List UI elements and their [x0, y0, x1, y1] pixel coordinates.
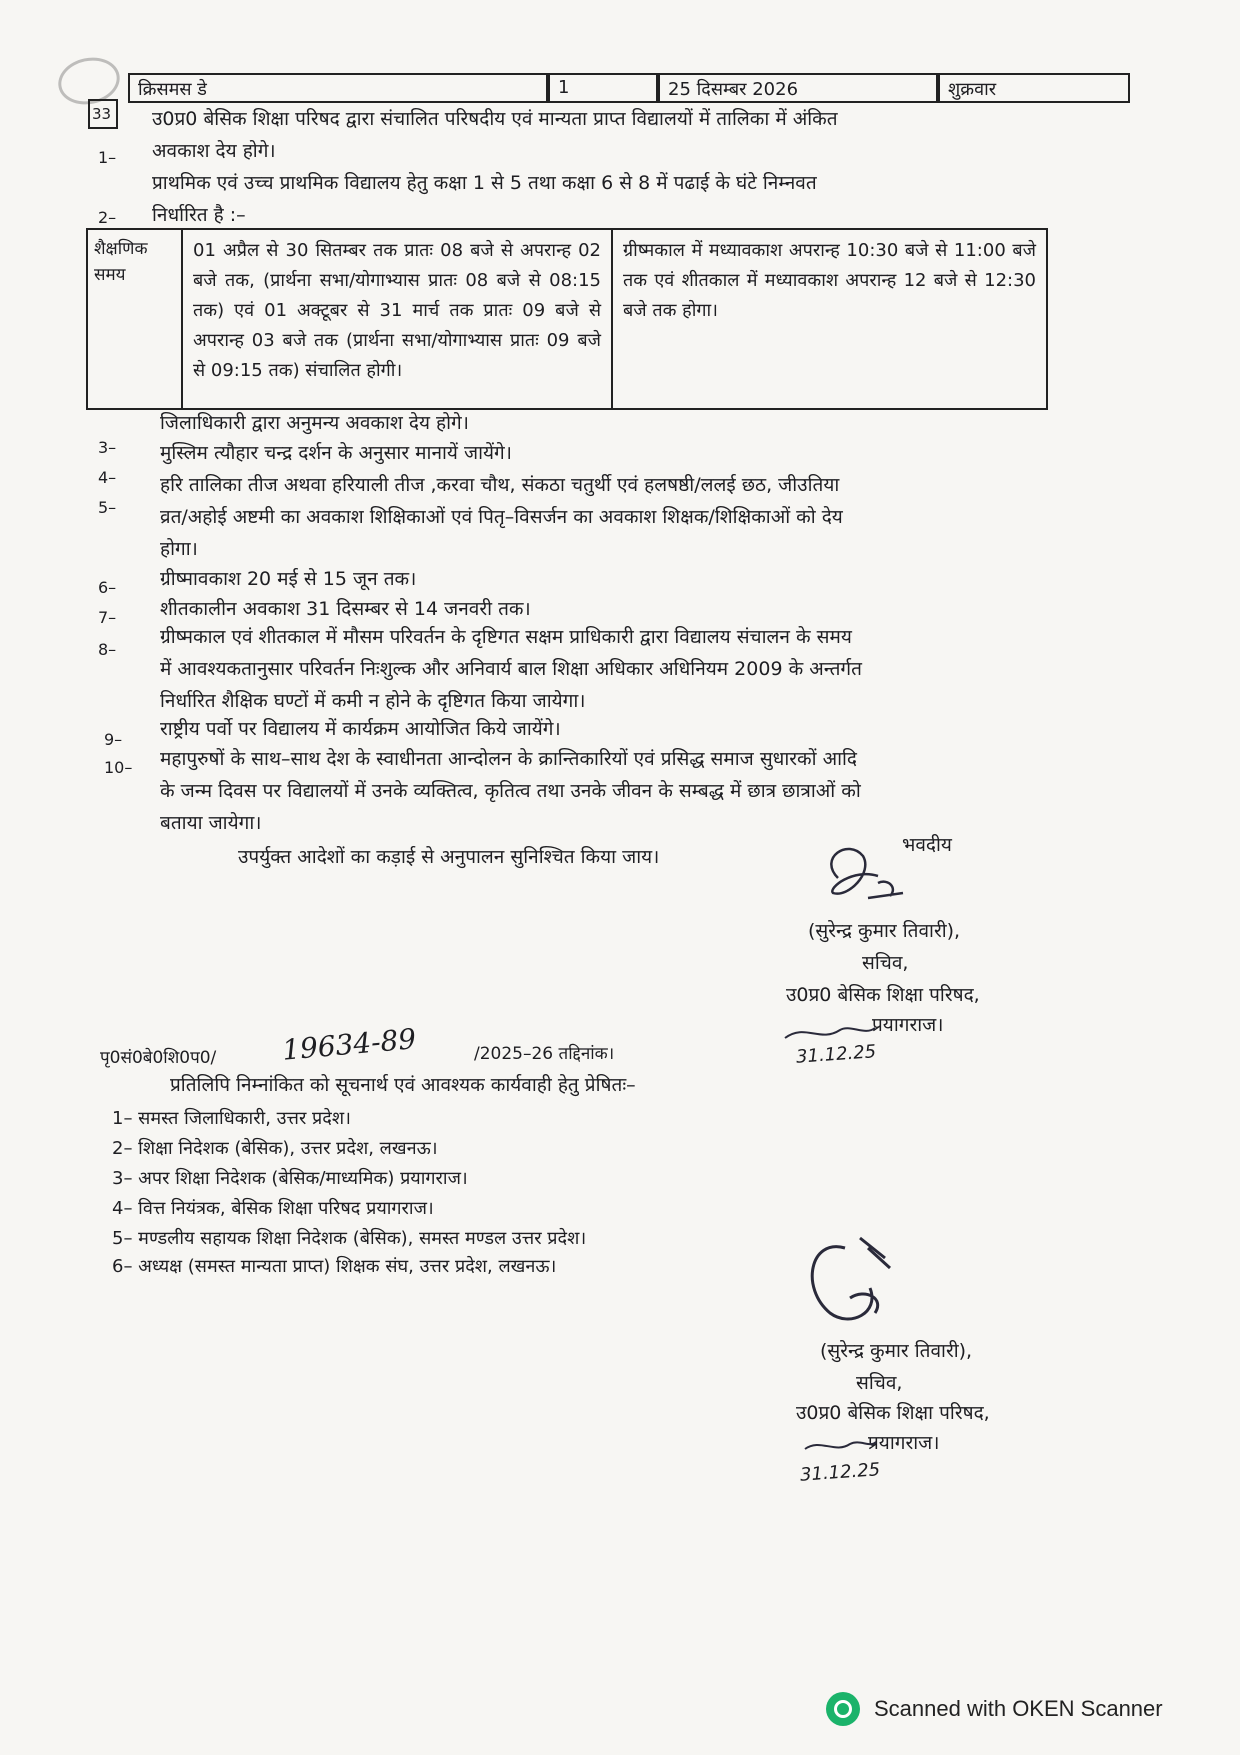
oken-scanner-icon	[826, 1692, 860, 1726]
point-1-line-1: उ0प्र0 बेसिक शिक्षा परिषद द्वारा संचालित परिषदीय एवं मान्यता प्राप्त विद्यालयों में तालिका में अंकित	[152, 108, 838, 130]
point-2-line-1: प्राथमिक एवं उच्च प्राथमिक विद्यालय हेतु कक्षा 1 से 5 तथा कक्षा 6 से 8 में पढाई के घंटे निम्नवत	[152, 172, 817, 194]
signature-1-salutation: भवदीय	[902, 834, 952, 856]
point-10-line-1: महापुरुषों के साथ–साथ देश के स्वाधीनता आन्दोलन के क्रान्तिकारियों एवं प्रसिद्ध समाज सुधारकों आदि	[160, 748, 858, 770]
copy-item-2: 2– शिक्षा निदेशक (बेसिक), उत्तर प्रदेश, लखनऊ।	[112, 1138, 438, 1159]
point-2-line-2: निर्धारित है :–	[152, 204, 246, 226]
point-8-line-2: में आवश्यकतानुसार परिवर्तन निःशुल्क और अनिवार्य बाल शिक्षा अधिकार अधिनियम 2009 के अन्तर्गत	[160, 658, 862, 680]
point-6-line-1: ग्रीष्मावकाश 20 मई से 15 जून तक।	[160, 568, 417, 590]
point-number: 6–	[98, 578, 117, 597]
timing-label: शैक्षणिक समय	[88, 230, 183, 408]
signature-2-mark	[790, 1218, 930, 1338]
reference-prefix: पृ0सं0बे0शि0प0/	[100, 1048, 217, 1068]
copy-heading: प्रतिलिपि निम्नांकित को सूचनार्थ एवं आवश्यक कार्यवाही हेतु प्रेषितः–	[170, 1074, 636, 1096]
copy-item-5: 5– मण्डलीय सहायक शिक्षा निदेशक (बेसिक), समस्त मण्डल उत्तर प्रदेश।	[112, 1228, 587, 1249]
scanner-watermark-text: Scanned with OKEN Scanner	[874, 1696, 1163, 1721]
scanner-watermark	[826, 1690, 1163, 1728]
point-number: 7–	[98, 608, 117, 627]
point-number: 1–	[98, 148, 117, 167]
compliance-note: उपर्युक्त आदेशों का कड़ाई से अनुपालन सुनिश्चित किया जाय।	[238, 846, 660, 868]
point-number: 3–	[98, 438, 117, 457]
reference-suffix: /2025–26 तद्दिनांक।	[474, 1044, 615, 1064]
point-5-line-1: हरि तालिका तीज अथवा हरियाली तीज ,करवा चौथ, संकठा चतुर्थी एवं हलषष्ठी/ललई छठ, जीउतिया	[160, 474, 840, 496]
point-10-line-3: बताया जायेगा।	[160, 812, 262, 834]
point-7-line-1: शीतकालीन अवकाश 31 दिसम्बर से 14 जनवरी तक।	[160, 598, 531, 620]
holiday-date: 25 दिसम्बर 2026	[658, 73, 938, 103]
point-number: 4–	[98, 468, 117, 487]
point-number: 8–	[98, 640, 117, 659]
signature-2-office: उ0प्र0 बेसिक शिक्षा परिषद,	[796, 1402, 990, 1424]
point-1-line-2: अवकाश देय होगे।	[152, 140, 276, 162]
signature-1-date: 31.12.25	[795, 1041, 877, 1068]
signature-1-designation: सचिव,	[862, 952, 909, 974]
point-10-line-2: के जन्म दिवस पर विद्यालयों में उनके व्यक्तित्व, कृतित्व तथा उनके जीवन के सम्बद्ध में छात्र छात्राओं को	[160, 780, 861, 802]
signature-2-initial	[800, 1434, 880, 1458]
point-5-line-2: व्रत/अहोई अष्टमी का अवकाश शिक्षिकाओं एवं पितृ–विसर्जन का अवकाश शिक्षक/शिक्षिकाओं को देय	[160, 506, 843, 528]
holiday-serial: 33	[88, 99, 118, 129]
school-timing-table	[86, 228, 1048, 410]
signature-2-place: प्रयागराज।	[868, 1432, 940, 1454]
point-8-line-3: निर्धारित शैक्षिक घण्टों में कमी न होने के दृष्टिगत किया जायेगा।	[160, 690, 586, 712]
point-number: 9–	[104, 730, 123, 749]
point-3-line-1: जिलाधिकारी द्वारा अनुमन्य अवकाश देय होगे।	[160, 412, 469, 434]
signature-2-date: 31.12.25	[799, 1459, 881, 1486]
point-9-line-1: राष्ट्रीय पर्वो पर विद्यालय में कार्यक्रम आयोजित किये जायेंगे।	[160, 718, 561, 740]
timing-hours: 01 अप्रैल से 30 सितम्बर तक प्रातः 08 बजे से अपरान्ह 02 बजे तक, (प्रार्थना सभा/योगाभ्यास प्रातः 08 बजे से 08:15 तक) एवं 01 अक्टूबर से 31 मार्च तक प्रातः 09 बजे से अपरान्ह 03 बजे तक (प्रार्थना सभा/योगाभ्यास प्रातः 09 बजे से 09:15 तक) संचालित होगी।	[183, 230, 613, 408]
copy-item-3: 3– अपर शिक्षा निदेशक (बेसिक/माध्यमिक) प्रयागराज।	[112, 1168, 468, 1189]
point-4-line-1: मुस्लिम त्यौहार चन्द्र दर्शन के अनुसार मानायें जायेंगे।	[160, 442, 512, 464]
signature-1-name: (सुरेन्द्र कुमार तिवारी),	[808, 920, 961, 942]
holiday-days: 1	[548, 73, 658, 103]
copy-item-6: 6– अध्यक्ष (समस्त मान्यता प्राप्त) शिक्षक संघ, उत्तर प्रदेश, लखनऊ।	[112, 1256, 557, 1277]
point-8-line-1: ग्रीष्मकाल एवं शीतकाल में मौसम परिवर्तन के दृष्टिगत सक्षम प्राधिकारी द्वारा विद्यालय संचालन के समय	[160, 626, 852, 648]
signature-2-name: (सुरेन्द्र कुमार तिवारी),	[820, 1340, 973, 1362]
signature-1-office: उ0प्र0 बेसिक शिक्षा परिषद,	[786, 984, 980, 1006]
holiday-name: क्रिसमस डे	[128, 73, 548, 103]
signature-1-place: प्रयागराज।	[872, 1014, 944, 1036]
signature-2-designation: सचिव,	[856, 1372, 903, 1394]
point-5-line-3: होगा।	[160, 538, 198, 560]
copy-item-1: 1– समस्त जिलाधिकारी, उत्तर प्रदेश।	[112, 1108, 351, 1129]
timing-interval: ग्रीष्मकाल में मध्यावकाश अपरान्ह 10:30 बजे से 11:00 बजे तक एवं शीतकाल में मध्यावकाश अपरान्ह 12 बजे से 12:30 बजे तक होगा।	[623, 240, 1036, 321]
holiday-weekday: शुक्रवार	[938, 73, 1130, 103]
copy-item-4: 4– वित्त नियंत्रक, बेसिक शिक्षा परिषद प्रयागराज।	[112, 1198, 434, 1219]
reference-number: 19634-89	[280, 1022, 418, 1067]
point-number: 5–	[98, 498, 117, 517]
point-number: 10–	[104, 758, 133, 777]
point-number: 2–	[98, 208, 117, 227]
